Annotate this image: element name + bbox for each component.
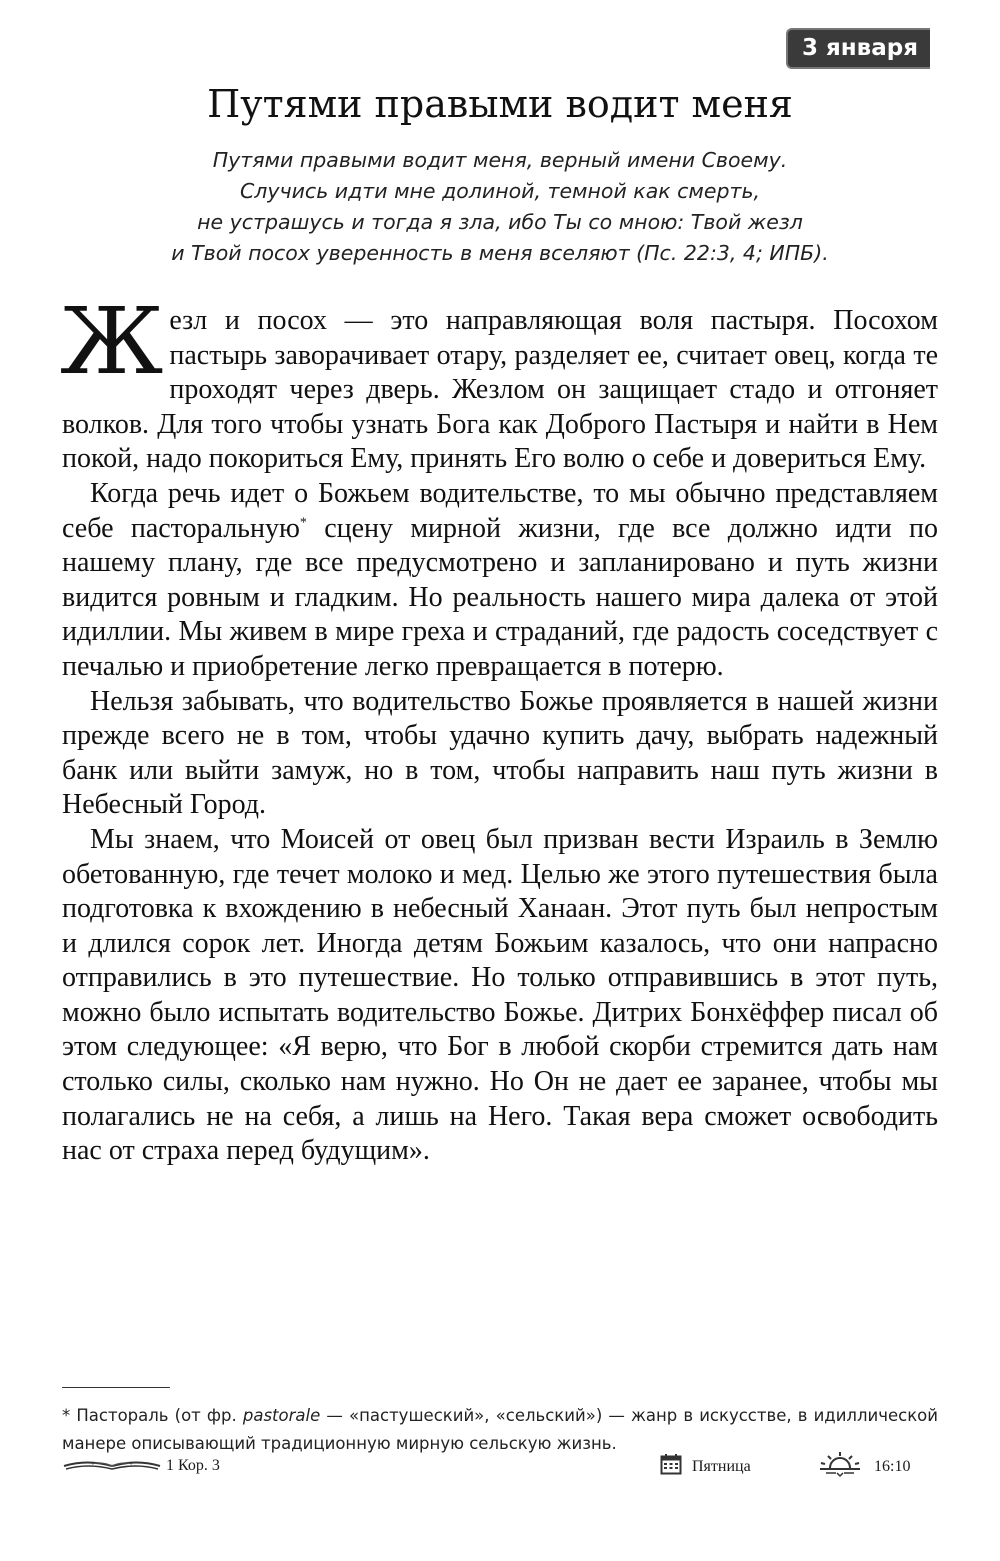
epigraph-line: и Твой посох уверенность в меня вселяют (Пс. 22:3, 4; ИПБ). [171, 241, 829, 265]
paragraph-text: Когда речь идет о Божьем водительстве, то мы обычно представляем себе пасторальную [62, 477, 938, 544]
body-text [60, 288, 938, 1169]
weekday [660, 1453, 751, 1480]
paragraph [62, 685, 938, 823]
paragraph-text: Мы знаем, что Моисей от овец был призван вести Израиль в Землю обетованную, где течет молоко и мед. Целью же этого путешествия была подготовка к вхождению в небесный Ханаан. Этот путь был непростым и длился сорок лет. Иногда детям Божьим казалось, что они напрасно отправились в это путешествие. Но только отправившись в этот путь, можно было испытать водительство Божье. Дитрих Бонхёффер писал об этом следующее: «Я верю, что Бог в любой скорби стремится дать нам столько силы, сколько нам нужно. Но Он не дает ее заранее, чтобы мы полагались не на себя, а лишь на Него. Такая вера сможет освободить нас от страха перед будущим». [62, 823, 938, 1167]
sunset-icon [818, 1450, 874, 1483]
epigraph-line: Путями правыми водит меня, верный имени Своему. [212, 148, 788, 172]
drop-cap: Ж [60, 288, 164, 395]
paragraph [62, 823, 938, 1169]
epigraph [90, 145, 910, 269]
sunset-time-value: 16:10 [874, 1457, 911, 1475]
epigraph-line: Случись идти мне долиной, темной как смерть, [239, 179, 761, 203]
paragraph [62, 477, 938, 685]
paragraph-text: сцену мирной жизни, где все должно идти по нашему плану, где все предусмотрено и запланировано и путь жизни видится ровным и гладким. Но реальность нашего мира далека от этой идиллии. Мы живем в мире греха и страданий, где радость соседствует с печалью и приобретение легко превращается в потерю. [62, 512, 938, 682]
sunset-time [818, 1450, 910, 1483]
paragraph [60, 288, 938, 477]
epigraph-line: не устрашусь и тогда я зла, ибо Ты со мною: Твой жезл [197, 210, 803, 234]
bible-reading [62, 1453, 220, 1478]
open-book-icon [62, 1453, 166, 1478]
footnote-term: pastorale [242, 1406, 321, 1425]
footnote-text: * Пастораль (от фр. [62, 1406, 243, 1425]
footnote-marker: * [299, 515, 307, 531]
reading-reference: 1 Кор. 3 [166, 1456, 220, 1474]
page-title: Путями правыми водит меня [207, 82, 793, 126]
calendar-icon [660, 1453, 692, 1480]
paragraph-text: езл и посох — это направляющая воля пастыря. Посохом пастырь заворачивает отару, разделяет ее, считает овец, когда те проходят через дверь. Жезлом он защищает стадо и отгоняет волков. Для того чтобы узнать Бога как Доброго Пастыря и найти в Нем покой, надо покориться Ему, принять Его волю о себе и довериться Ему. [62, 305, 938, 475]
weekday-label: Пятница [692, 1457, 751, 1475]
footnote-text: — «пастушеский», «сельский») — жанр в искусстве, в идиллической манере описывающий традиционную мирную сельскую жизнь. [62, 1406, 939, 1453]
paragraph-text: Нельзя забывать, что водительство Божье проявляется в нашей жизни прежде всего не в том, чтобы удачно купить дачу, выбрать надежный банк или выйти замуж, но в том, чтобы направить наш путь жизни в Небесный Город. [62, 685, 938, 821]
date-badge: 3 января [786, 28, 930, 69]
footnote-divider [62, 1387, 170, 1388]
